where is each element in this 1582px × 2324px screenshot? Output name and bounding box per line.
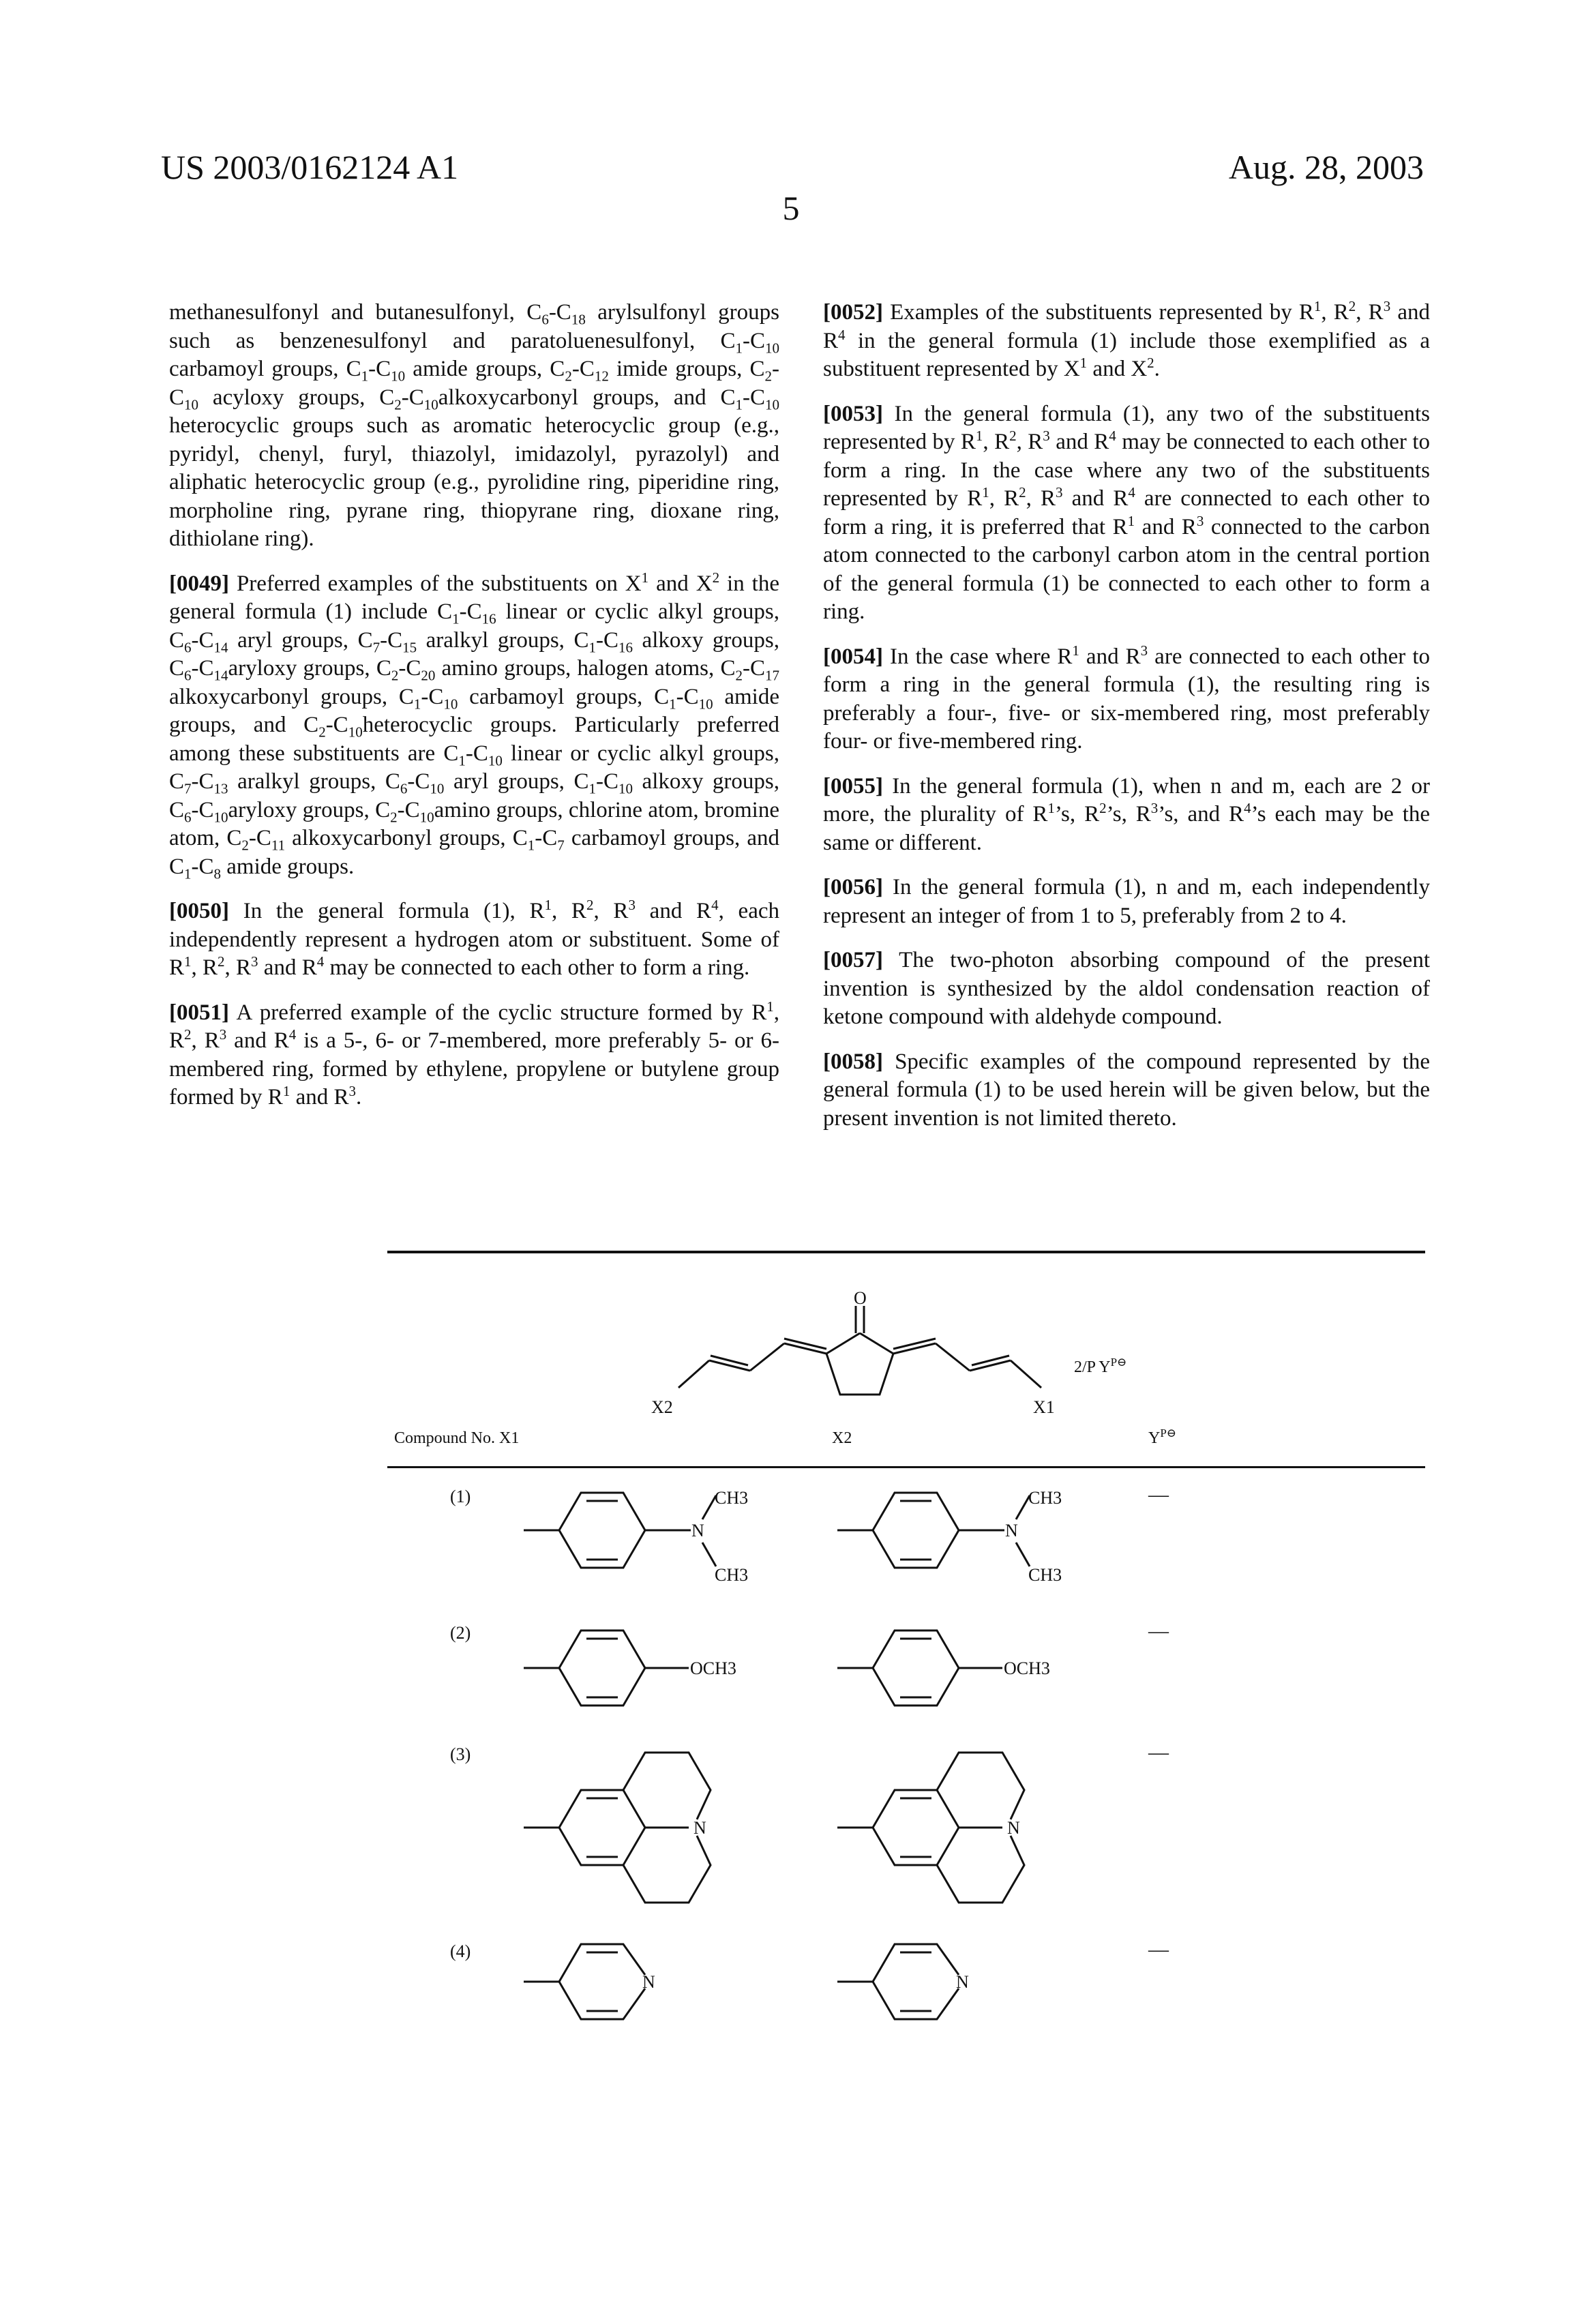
n-label: N xyxy=(691,1521,704,1540)
compound-number: (3) xyxy=(450,1744,471,1765)
structure-3-x2 xyxy=(837,1753,1024,1903)
paragraph-0057: [0057] The two-photon absorbing compound of the present invention is synthesized by the aldol condensation reaction of ketone compound with aldehyde compound. xyxy=(823,947,1430,1032)
paragraph-0053: [0053] In the general formula (1), any two of the substituents represented by R1, R2, R3 and R4 may be connected to each other to form a ring. In the case where any two of the substituents represented by R1, R2, R3 and R4 are connected to each other to form a ring, it is preferred that R1 and R3 connected to the carbon atom connected to the carbonyl carbon atom in the central portion of the general formula (1) be connected to each other to form a ring. xyxy=(823,400,1430,627)
n-label: N xyxy=(693,1818,706,1838)
carbonyl-o-label: O xyxy=(854,1288,867,1308)
x1-label: X1 xyxy=(1033,1397,1055,1417)
n-label: N xyxy=(956,1972,969,1992)
structure-2-x1 xyxy=(524,1630,689,1705)
ch3-label: CH3 xyxy=(715,1488,748,1508)
structure-1-x1 xyxy=(524,1493,716,1568)
core-structure xyxy=(678,1306,1041,1395)
structure-2-x2 xyxy=(837,1630,1002,1705)
paragraph-0050: [0050] In the general formula (1), R1, R2, R3 and R4, each independently represent a hydrogen atom or substituent. Some of R1, R2, R3 and R4 may be connected to each other to form a ring. xyxy=(169,897,779,983)
paragraph-0052: [0052] Examples of the substituents represented by R1, R2, R3 and R4 in the general formula (1) include those exemplified as a substituent represented by X1 and X2. xyxy=(823,299,1430,384)
column-header-y: YP⊖ xyxy=(1148,1429,1176,1448)
counterion-label: 2/P YP⊖ xyxy=(1074,1356,1126,1376)
y-value: — xyxy=(1148,1483,1169,1506)
page-number: 5 xyxy=(0,188,1582,228)
och3-label: OCH3 xyxy=(690,1658,736,1678)
paragraph-continued: methanesulfonyl and butanesulfonyl, C6-C18 arylsulfonyl groups such as benzenesulfonyl and paratoluenesulfonyl, C1-C10 carbamoyl groups, C1-C10 amide groups, C2-C12 imide groups, C2-C10 acyloxy groups, C2-C10alkoxycarbonyl groups, and C1-C10 heterocyclic groups such as aromatic heterocyclic group (e.g., pyridyl, chenyl, furyl, thiazolyl, imidazolyl, pyrazolyl) and aliphatic heterocyclic group (e.g., pyrolidine ring, piperidine ring, morpholine ring, pyrane ring, thiopyrane ring, dioxane ring, dithiolane ring). xyxy=(169,299,779,554)
compound-number: (1) xyxy=(450,1487,471,1507)
compound-number: (2) xyxy=(450,1623,471,1643)
paragraph-0055: [0055] In the general formula (1), when n and m, each are 2 or more, the plurality of R1’s, R2’s, R3’s, and R4’s each may be the same or different. xyxy=(823,773,1430,858)
y-value: — xyxy=(1148,1938,1169,1961)
n-label: N xyxy=(1007,1818,1020,1838)
ch3-label: CH3 xyxy=(1028,1488,1062,1508)
structure-4-x1 xyxy=(524,1944,645,2019)
x2-label: X2 xyxy=(651,1397,673,1417)
n-label: N xyxy=(1005,1521,1018,1540)
y-value: — xyxy=(1148,1741,1169,1764)
och3-label: OCH3 xyxy=(1004,1658,1050,1678)
paragraph-0058: [0058] Specific examples of the compound represented by the general formula (1) to be used herein will be given below, but the present invention is not limited thereto. xyxy=(823,1048,1430,1133)
chemical-structures xyxy=(0,0,1582,2324)
column-header-compound-x1: Compound No. X1 xyxy=(394,1429,519,1448)
paragraph-0056: [0056] In the general formula (1), n and m, each independently represent an integer of from 1 to 5, preferably from 2 to 4. xyxy=(823,874,1430,930)
structure-1-x2 xyxy=(837,1493,1030,1568)
paragraph-0049: [0049] Preferred examples of the substituents on X1 and X2 in the general formula (1) include C1-C16 linear or cyclic alkyl groups, C6-C14 aryl groups, C7-C15 aralkyl groups, C1-C16 alkoxy groups, C6-C14aryloxy groups, C2-C20 amino groups, halogen atoms, C2-C17 alkoxycarbonyl groups, C1-C10 carbamoyl groups, C1-C10 amide groups, and C2-C10heterocyclic groups. Particularly preferred among these substituents are C1-C10 linear or cyclic alkyl groups, C7-C13 aralkyl groups, C6-C10 aryl groups, C1-C10 alkoxy groups, C6-C10aryloxy groups, C2-C10amino groups, chlorine atom, bromine atom, C2-C11 alkoxycarbonyl groups, C1-C7 carbamoyl groups, and C1-C8 amide groups. xyxy=(169,570,779,882)
paragraph-0054: [0054] In the case where R1 and R3 are connected to each other to form a ring in the general formula (1), the resulting ring is preferably a four-, five- or six-membered ring, most preferably four- or five-membered ring. xyxy=(823,643,1430,756)
compound-number: (4) xyxy=(450,1941,471,1962)
ch3-label: CH3 xyxy=(715,1565,748,1585)
column-header-x2: X2 xyxy=(832,1429,852,1448)
ch3-label: CH3 xyxy=(1028,1565,1062,1585)
n-label: N xyxy=(642,1972,655,1992)
structure-4-x2 xyxy=(837,1944,959,2019)
publication-number: US 2003/0162124 A1 xyxy=(161,147,458,187)
structure-3-x1 xyxy=(524,1753,711,1903)
publication-date: Aug. 28, 2003 xyxy=(1229,147,1424,187)
paragraph-0051: [0051] A preferred example of the cyclic structure formed by R1, R2, R3 and R4 is a 5-, 6- or 7-membered, more preferably 5- or 6-membered ring, formed by ethylene, propylene or butylene group formed by R1 and R3. xyxy=(169,999,779,1112)
y-value: — xyxy=(1148,1620,1169,1643)
